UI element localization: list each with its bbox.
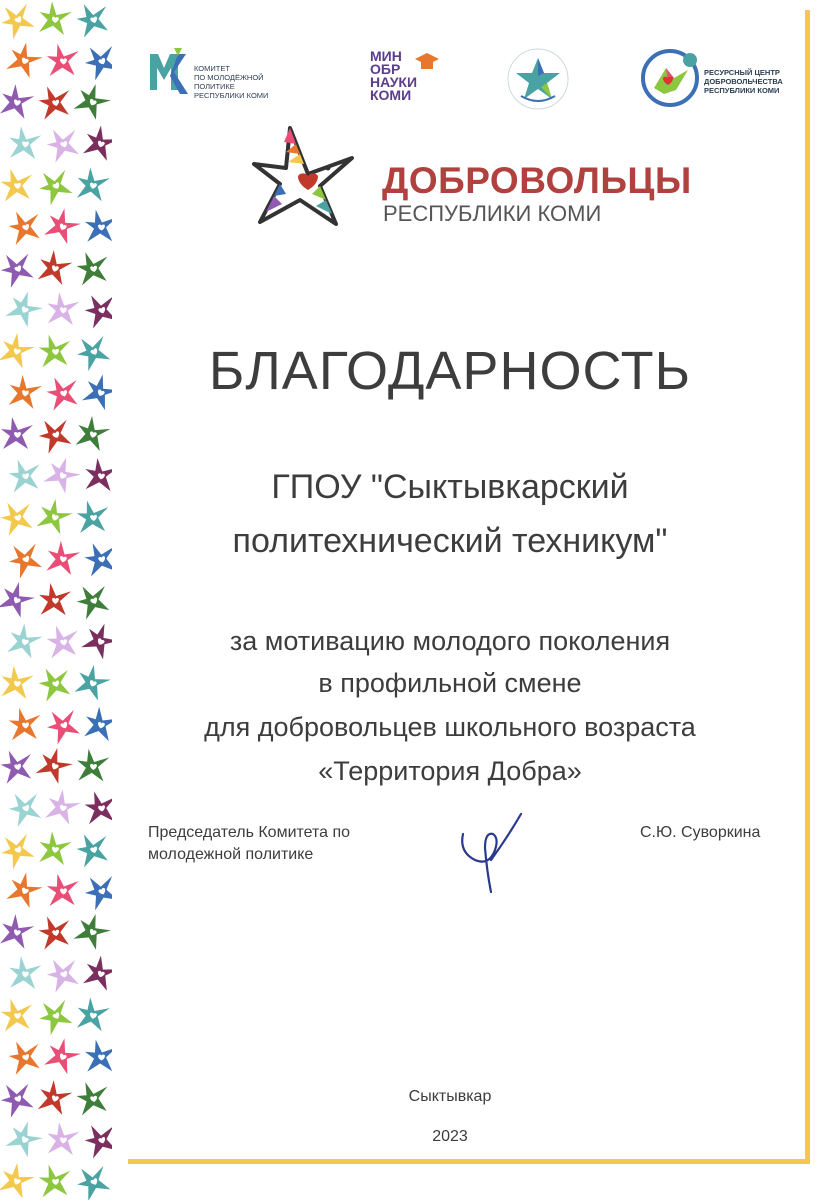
dove-pattern-icon <box>5 1036 44 1075</box>
dove-pattern-icon <box>36 912 74 950</box>
dove-pattern-icon <box>41 452 84 495</box>
rc-line3: РЕСПУБЛИКИ КОМИ <box>704 86 780 95</box>
dove-pattern-icon <box>76 748 109 781</box>
decorative-dove-pattern <box>0 0 112 1200</box>
dove-pattern-icon <box>37 0 73 36</box>
dove-pattern-icon <box>0 1076 38 1118</box>
dove-pattern-icon <box>5 206 44 245</box>
reason-line3: для добровольцев школьного возраста <box>204 712 696 742</box>
dove-pattern-icon <box>83 789 112 825</box>
reason-line4: «Территория Добра» <box>318 756 582 786</box>
dove-pattern-icon <box>82 539 112 577</box>
signatory-name: С.Ю. Суворкина <box>640 824 761 841</box>
dove-pattern-icon <box>36 82 74 120</box>
dove-pattern-icon <box>36 248 74 286</box>
dove-pattern-icon <box>0 827 39 871</box>
signatory-position-line2: молодежной политике <box>148 846 314 863</box>
dove-pattern-icon <box>34 743 77 786</box>
volunteers-dove-logo-icon <box>250 124 362 234</box>
committee-line3: РЕСПУБЛИКИ КОМИ <box>194 91 269 100</box>
dove-pattern-icon <box>44 539 81 576</box>
graduation-cap-icon <box>414 52 440 72</box>
dove-pattern-icon <box>0 0 39 40</box>
dove-pattern-icon <box>0 1160 37 1200</box>
dove-pattern-icon <box>35 662 75 702</box>
signatory-position <box>148 822 388 866</box>
reason-line2: в профильной смене <box>318 668 582 698</box>
dove-pattern-icon <box>4 287 47 330</box>
rc-line2: ДОБРОВОЛЬЧЕСТВА <box>704 77 783 86</box>
dove-pattern-icon <box>5 621 44 660</box>
dove-pattern-icon <box>75 996 111 1032</box>
dove-pattern-icon <box>44 372 83 411</box>
rc-line1: РЕСУРСНЫЙ ЦЕНТР <box>704 68 780 77</box>
dove-pattern-icon <box>0 246 38 288</box>
dove-pattern-icon <box>71 1159 112 1200</box>
resource-center-logo-icon <box>640 48 700 108</box>
dove-pattern-icon <box>45 623 81 659</box>
reason-line1: за мотивацию молодого поколения <box>229 626 671 656</box>
dove-pattern-icon <box>71 329 112 372</box>
dove-pattern-icon <box>75 166 111 202</box>
handwritten-signature <box>455 808 535 898</box>
dove-pattern-icon <box>73 661 112 702</box>
dove-pattern-icon <box>74 1079 111 1116</box>
dove-pattern-icon <box>33 993 77 1037</box>
dove-pattern-icon <box>39 583 72 616</box>
dove-pattern-icon <box>76 499 110 533</box>
dove-pattern-icon <box>81 122 112 162</box>
dove-pattern-icon <box>43 952 84 993</box>
dove-pattern-icon <box>80 370 112 412</box>
dove-pattern-icon <box>0 746 36 784</box>
ministry-line1: МИН <box>370 48 402 64</box>
dove-pattern-icon <box>4 1117 47 1160</box>
dove-pattern-icon <box>4 38 45 79</box>
dove-pattern-icon <box>85 1039 112 1072</box>
dove-pattern-icon <box>8 126 42 160</box>
dove-pattern-icon <box>0 82 36 120</box>
recipient-line1: ГПОУ "Сыктывкарский <box>271 468 629 506</box>
brand-title: ДОБРОВОЛЬЦЫ <box>382 160 692 201</box>
recipient-line2: политехнический техникум" <box>232 522 668 560</box>
dove-pattern-icon <box>0 167 35 202</box>
dove-pattern-icon <box>0 664 35 699</box>
dove-pattern-icon <box>8 707 42 741</box>
dove-pattern-icon <box>46 873 79 906</box>
ministry-line3: НАУКИ <box>370 74 418 90</box>
dove-pattern-icon <box>37 830 73 866</box>
dove-pattern-icon <box>4 868 45 909</box>
dove-pattern-icon <box>4 786 45 827</box>
dove-pattern-icon <box>42 204 84 246</box>
dove-pattern-icon <box>81 952 112 992</box>
resource-center-logo-text <box>704 68 794 95</box>
dove-pattern-icon <box>81 1118 112 1159</box>
dove-pattern-icon <box>72 909 112 952</box>
dove-pattern-icon <box>46 1121 80 1155</box>
dove-pattern-icon <box>7 373 44 410</box>
dove-pattern-icon <box>81 288 112 329</box>
footer-year: 2023 <box>432 1128 468 1145</box>
dove-pattern-icon <box>36 1078 74 1116</box>
signatory-position-line1: Председатель Комитета по <box>148 824 351 841</box>
dove-pattern-icon <box>0 330 37 370</box>
dove-pattern-icon <box>46 291 80 325</box>
dove-pattern-icon <box>42 703 85 746</box>
dove-pattern-icon <box>8 956 42 990</box>
dove-pattern-icon <box>7 456 44 493</box>
dove-pattern-icon <box>38 333 73 368</box>
ministry-logo <box>370 50 417 102</box>
dove-pattern-icon <box>4 536 47 579</box>
committee-logo-text <box>194 64 304 100</box>
dove-pattern-icon <box>42 1034 84 1076</box>
dove-pattern-icon <box>33 163 77 207</box>
dove-pattern-icon <box>74 249 111 286</box>
dove-pattern-icon <box>73 828 112 868</box>
dove-pattern-icon <box>0 912 36 950</box>
dove-pattern-icon <box>73 0 112 38</box>
dove-pattern-icon <box>34 412 76 454</box>
committee-line2: ПО МОЛОДЁЖНОЙ ПОЛИТИКЕ <box>194 73 264 91</box>
ministry-line2: ОБР <box>370 61 401 77</box>
certificate-heading: БЛАГОДАРНОСТЬ <box>208 341 692 401</box>
dove-pattern-icon <box>80 39 112 82</box>
dove-pattern-icon <box>72 579 112 621</box>
committee-logo-icon <box>148 46 194 102</box>
dove-pattern-icon <box>74 413 112 452</box>
dove-pattern-icon <box>0 577 38 619</box>
brand-subtitle: РЕСПУБЛИКИ КОМИ <box>383 201 602 226</box>
ministry-line4: КОМИ <box>370 87 412 103</box>
committee-line1: КОМИТЕТ <box>194 64 230 73</box>
dove-pattern-icon <box>38 1163 73 1198</box>
dove-pattern-icon <box>43 122 84 163</box>
dove-pattern-icon <box>72 79 112 122</box>
dove-pattern-icon <box>46 43 79 76</box>
dove-pattern-icon <box>82 705 112 743</box>
dove-pattern-icon <box>0 997 35 1032</box>
dove-pattern-icon <box>0 496 37 536</box>
footer-city: Сыктывкар <box>408 1088 492 1105</box>
children-center-star-logo-icon <box>505 46 571 112</box>
dove-pattern-icon <box>1 417 33 449</box>
dove-pattern-icon <box>84 457 112 492</box>
dove-pattern-icon <box>80 869 112 912</box>
dove-pattern-icon <box>43 786 83 826</box>
dove-pattern-icon <box>85 209 112 242</box>
dove-pattern-icon <box>79 618 112 662</box>
dove-pattern-icon <box>35 495 76 536</box>
